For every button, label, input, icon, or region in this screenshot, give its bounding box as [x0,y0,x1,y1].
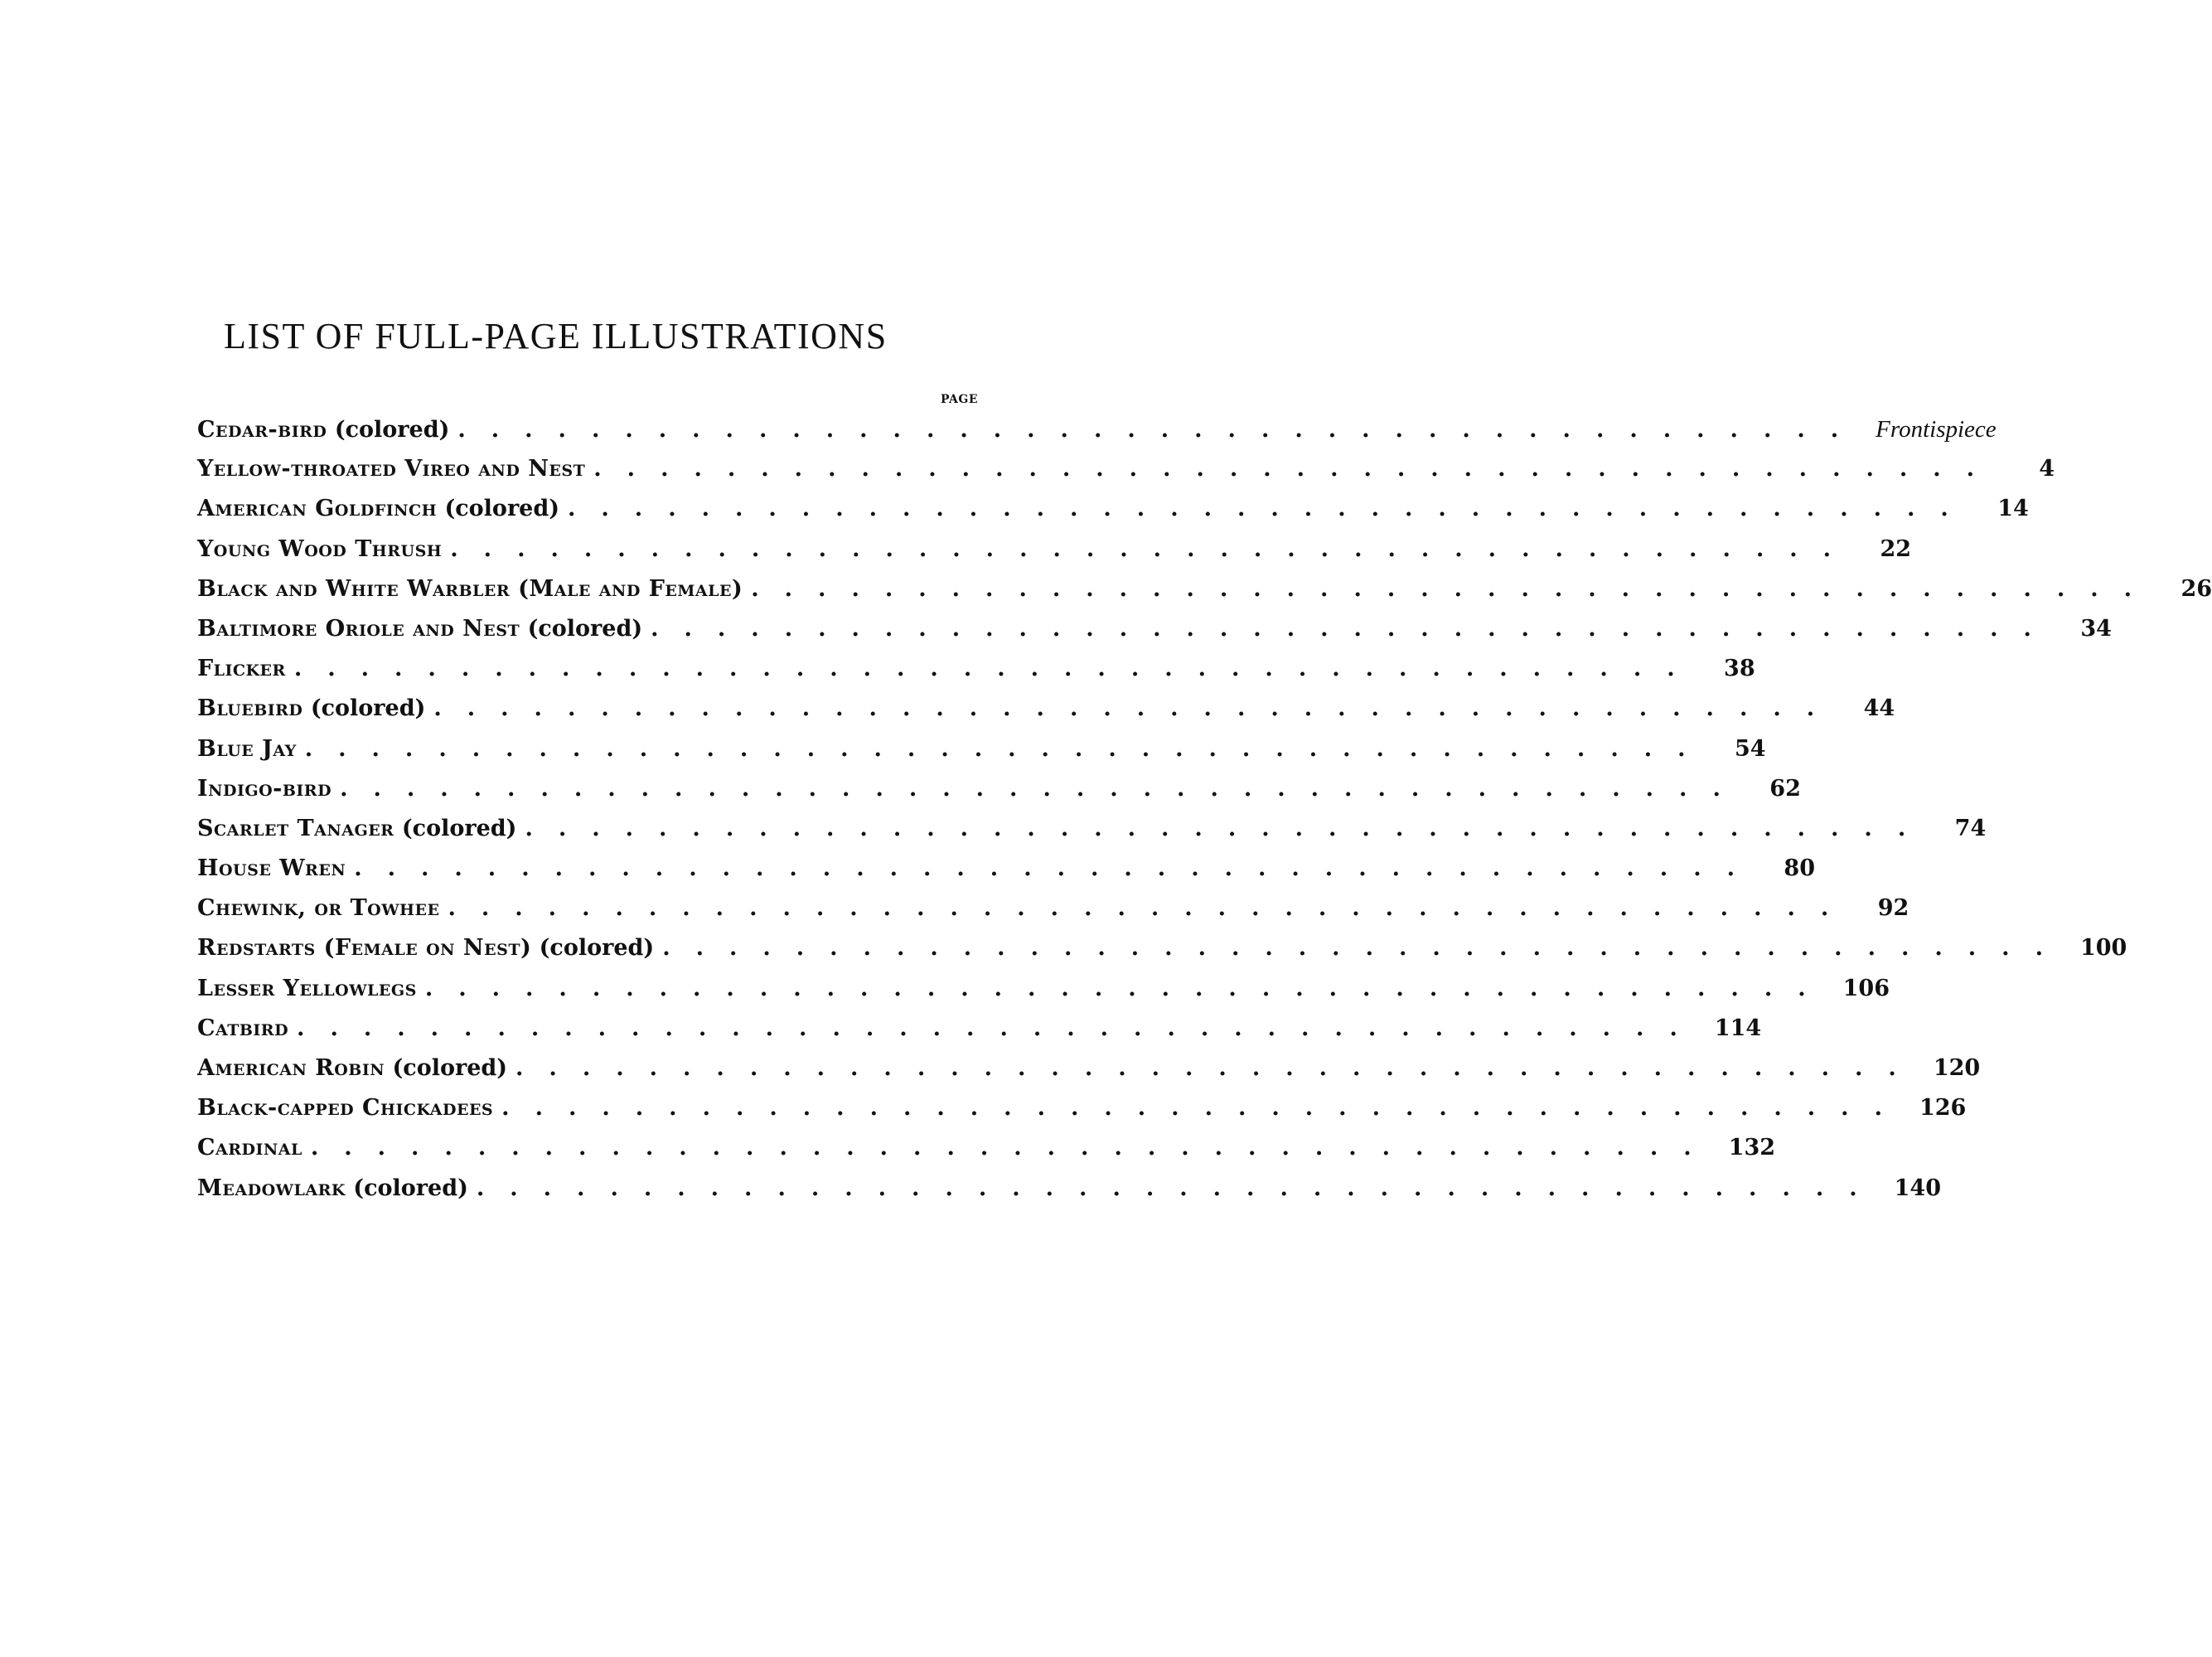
list-item [197,1049,1981,1088]
entry-page: 80 [1784,855,1815,882]
entry-note: (colored) [527,615,643,642]
list-item [197,1009,1762,1049]
list-item [197,1169,1942,1209]
entry-page: 26 [2181,575,2212,602]
entry-name: Yellow-throated Vireo and Nest [197,456,586,482]
entry-page: 132 [1728,1135,1776,1161]
entry-name: Black-capped Chickadees [197,1095,494,1122]
list-item [197,409,1997,449]
entry-name: American Robin [197,1055,385,1081]
list-item [197,928,2127,968]
entry-page: 34 [2080,615,2112,642]
dot-leader: .......................................... [662,935,2069,962]
entry-name: Cedar-bird [197,417,327,443]
dot-leader: .......................................... [293,656,1701,682]
entry-name: Baltimore Oriole and Nest [197,615,520,642]
entry-page: 140 [1894,1175,1942,1201]
entry-note: (colored) [310,695,426,722]
dot-leader: .......................................... [593,456,2001,482]
dot-leader: .......................................... [450,535,1857,562]
entry-name: Catbird [197,1015,289,1041]
dot-leader: .......................................... [424,975,1832,1001]
entry-name: Indigo-bird [197,775,332,802]
dot-leader: .......................................... [310,1135,1717,1161]
dot-leader: .......................................... [501,1095,1908,1122]
entry-note: (colored) [539,935,655,962]
entry-name: Bluebird [197,695,303,722]
entry-name: Scarlet Tanager [197,815,394,841]
list-item [197,809,1987,849]
entry-page: 74 [1954,815,1987,841]
list-item [197,689,1895,729]
list-item [197,769,1801,809]
list-item [197,609,2112,649]
dot-leader: .......................................... [651,615,2057,642]
entry-name: Redstarts (Female on Nest) [197,935,532,962]
entry-note: (colored) [353,1175,468,1201]
dot-leader: .......................................... [354,855,1760,882]
entry-page: 100 [2079,935,2127,962]
entry-page: 4 [2039,456,2055,482]
list-item [197,530,1912,569]
entry-name: Young Wood Thrush [197,535,443,562]
entry-note: (colored) [401,815,517,841]
entry-page: 126 [1919,1095,1967,1122]
list-item [197,969,1890,1009]
entry-name: Blue Jay [197,735,297,762]
entry-name: Black and White Warbler (Male and Female) [197,575,743,602]
dot-leader: .......................................... [568,496,1974,522]
illustration-list [197,409,2212,1209]
dot-leader: .......................................... [433,695,1841,722]
dot-leader: .......................................... [515,1055,1922,1081]
entry-page: 38 [1724,656,1755,682]
entry-page: 14 [1997,496,2029,522]
list-item [197,849,1815,889]
list-item [197,889,1909,928]
entry-name: Meadowlark [197,1175,346,1201]
dot-leader: .......................................... [448,895,1855,922]
entry-page: 114 [1714,1015,1762,1041]
page-column-label: PAGE [941,393,978,406]
list-item [197,569,2212,609]
entry-page: 54 [1734,735,1766,762]
entry-page: 62 [1769,775,1801,802]
entry-page: Frontispiece [1876,416,1997,443]
entry-note: (colored) [444,496,559,522]
entry-page: 44 [1863,695,1895,722]
entry-page: 106 [1842,975,1890,1001]
entry-page: 22 [1880,535,1912,562]
dot-leader: .......................................... [457,417,1865,443]
page-title: LIST OF FULL-PAGE ILLUSTRATIONS [224,316,888,356]
entry-name: Lesser Yellowlegs [197,975,417,1001]
entry-name: Flicker [197,656,286,682]
entry-page: 92 [1877,895,1909,922]
dot-leader: .......................................... [340,775,1746,802]
dot-leader: .......................................... [304,735,1711,762]
list-item [197,1128,1776,1168]
entry-page: 120 [1933,1055,1981,1081]
dot-leader: .......................................... [525,815,1932,841]
dot-leader: .......................................... [297,1015,1703,1041]
list-item [197,1088,1967,1128]
entry-name: Cardinal [197,1135,303,1161]
list-item [197,729,1766,769]
list-item [197,449,2055,489]
entry-name: House Wren [197,855,346,882]
entry-name: American Goldfinch [197,496,438,522]
entry-name: Chewink, or Towhee [197,895,440,922]
entry-note: (colored) [392,1055,508,1081]
dot-leader: .......................................... [476,1175,1883,1201]
entry-note: (colored) [334,417,450,443]
dot-leader: .......................................... [751,575,2158,602]
list-item [197,649,1755,689]
list-item [197,489,2029,529]
